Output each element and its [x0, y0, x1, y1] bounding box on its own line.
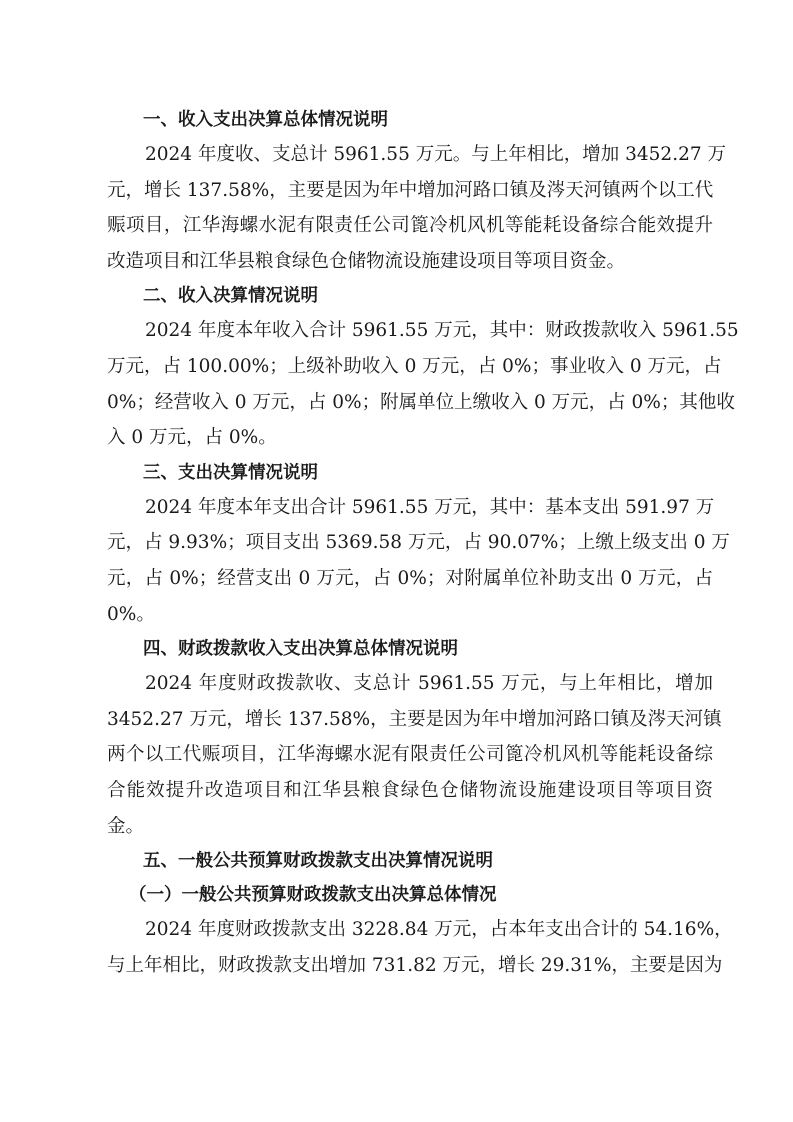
section-heading: 五、一般公共预算财政拨款支出决算情况说明 — [143, 851, 493, 872]
paragraph-line: 2024 年度财政拨款支出 3228.84 万元，占本年支出合计的 54.16%， — [145, 919, 733, 941]
paragraph-line: 2024 年度本年收入合计 5961.55 万元，其中：财政拨款收入 5961.55 — [145, 320, 739, 342]
section-heading: 四、财政拨款收入支出决算总体情况说明 — [143, 639, 458, 660]
paragraph-line: 元，占 9.93%；项目支出 5369.58 万元，占 90.07%；上缴上级支出 0 万 — [107, 532, 730, 554]
paragraph-line: 与上年相比，财政拨款支出增加 731.82 万元，增长 29.31%，主要是因为 — [107, 954, 723, 976]
paragraph-line: 0%；经营收入 0 万元，占 0%；附属单位上缴收入 0 万元，占 0%；其他收 — [107, 391, 735, 413]
section-subheading: （一）一般公共预算财政拨款支出决算总体情况 — [129, 885, 497, 906]
paragraph-line: 赈项目，江华海螺水泥有限责任公司篦冷机风机等能耗设备综合能效提升 — [107, 215, 713, 237]
paragraph-line: 3452.27 万元，增长 137.58%，主要是因为年中增加河路口镇及涔天河镇 — [107, 708, 722, 730]
paragraph-line: 2024 年度收、支总计 5961.55 万元。与上年相比，增加 3452.27 万 — [145, 144, 726, 165]
paragraph-line: 入 0 万元，占 0%。 — [107, 427, 277, 449]
document-page — [107, 103, 739, 983]
paragraph-line: 元，增长 137.58%，主要是因为年中增加河路口镇及涔天河镇两个以工代 — [107, 179, 714, 201]
paragraph-line: 元，占 0%；经营支出 0 万元，占 0%；对附属单位补助支出 0 万元，占 — [107, 567, 713, 589]
section-heading: 二、收入决算情况说明 — [143, 286, 318, 307]
paragraph-line: 改造项目和江华县粮食绿色仓储物流设施建设项目等项目资金。 — [107, 250, 626, 272]
paragraph-line: 0%。 — [107, 603, 155, 625]
paragraph-line: 2024 年度财政拨款收、支总计 5961.55 万元，与上年相比，增加 — [145, 673, 713, 695]
paragraph-line: 2024 年度本年支出合计 5961.55 万元，其中：基本支出 591.97 万 — [145, 496, 715, 518]
section-heading: 三、支出决算情况说明 — [143, 462, 318, 483]
paragraph-line: 金。 — [107, 815, 145, 837]
section-heading: 一、收入支出决算总体情况说明 — [143, 110, 388, 130]
paragraph-line: 合能效提升改造项目和江华县粮食绿色仓储物流设施建设项目等项目资 — [107, 779, 713, 801]
paragraph-line: 万元，占 100.00%；上级补助收入 0 万元，占 0%；事业收入 0 万元，占 — [107, 355, 722, 377]
paragraph-line: 两个以工代赈项目，江华海螺水泥有限责任公司篦冷机风机等能耗设备综 — [107, 744, 713, 766]
